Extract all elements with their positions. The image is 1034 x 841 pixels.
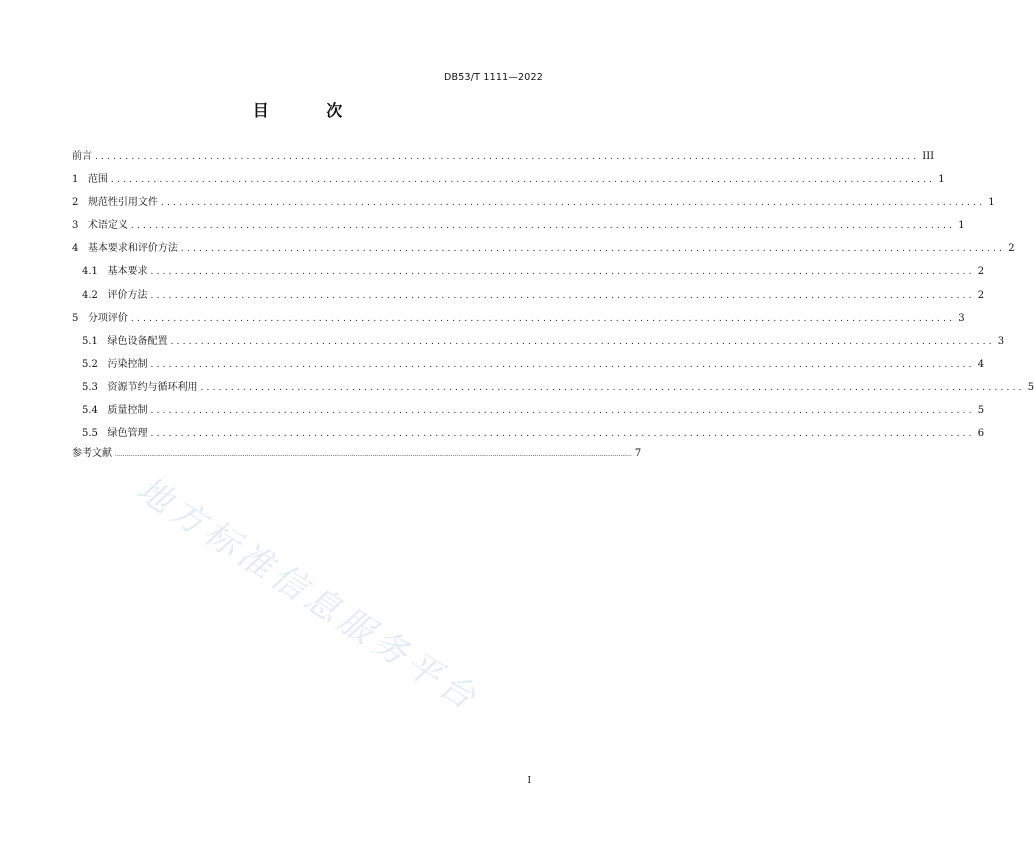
toc-page-number: 7 xyxy=(634,448,642,460)
toc-leader: ............................................................................................................................................................................................................................................................................... xyxy=(115,451,632,459)
toc-entry-basic-requirements[interactable] xyxy=(72,265,985,288)
toc-leader: ........................................................................................................................................ xyxy=(130,221,956,232)
toc-entry-basic-requirements-methods[interactable] xyxy=(72,242,1015,265)
toc-leader: ........................................................................................................................................ xyxy=(170,336,995,347)
toc-entry-terms[interactable] xyxy=(72,219,965,242)
toc-entry-evaluation-methods[interactable] xyxy=(72,289,985,312)
toc-leader: ........................................................................................................................................ xyxy=(180,244,1006,255)
toc-page-number: 2 xyxy=(977,289,985,301)
toc-label: 质量控制 xyxy=(107,405,148,417)
toc-leader: ........................................................................................................................................ xyxy=(200,382,1025,393)
toc-label: 基本要求 xyxy=(107,266,148,278)
toc-section-number: 4.2 xyxy=(82,289,98,301)
toc-leader: ........................................................................................................................................ xyxy=(110,175,936,186)
toc-entry-bibliography[interactable] xyxy=(72,447,642,470)
toc-entry-resource-saving[interactable] xyxy=(72,381,1034,404)
toc-section-number: 5.1 xyxy=(82,335,98,347)
page-number: I xyxy=(527,776,531,786)
toc-entry-green-management[interactable] xyxy=(72,427,985,447)
toc-page-number: 1 xyxy=(988,197,995,209)
document-number: DB53/T 1111—2022 xyxy=(444,72,543,83)
toc-section-number: 1 xyxy=(72,174,79,186)
toc-entry-scope[interactable] xyxy=(72,173,945,196)
toc-leader: ........................................................................................................................................ xyxy=(150,359,975,370)
toc-leader: ........................................................................................................................................ xyxy=(150,429,975,440)
toc-page-number: 3 xyxy=(958,312,965,324)
toc-page-number: 6 xyxy=(977,428,985,440)
watermark: 地方标准信息服务平台 xyxy=(129,469,487,721)
toc-entry-itemized-evaluation[interactable] xyxy=(72,312,965,335)
toc-leader: ........................................................................................................................................ xyxy=(160,198,986,209)
toc-section-number: 5.2 xyxy=(82,358,98,370)
toc-entry-pollution-control[interactable] xyxy=(72,358,985,381)
toc-label: 参考文献 xyxy=(72,448,112,460)
toc-label: 范围 xyxy=(87,174,108,186)
table-of-contents xyxy=(72,150,1034,470)
toc-page-number: 4 xyxy=(977,358,985,370)
toc-page-number: 3 xyxy=(997,335,1005,347)
toc-label: 分项评价 xyxy=(87,312,128,324)
toc-leader: ........................................................................................................................................ xyxy=(130,313,956,324)
toc-page-number: III xyxy=(922,151,935,162)
toc-section-number: 2 xyxy=(72,197,79,209)
toc-leader: ........................................................................................................................................ xyxy=(150,406,975,417)
toc-leader: ........................................................................................................................................ xyxy=(95,152,920,162)
toc-section-number: 5.4 xyxy=(82,405,98,417)
page-title: 目 次 xyxy=(252,101,369,120)
toc-entry-green-equipment[interactable] xyxy=(72,335,1005,358)
toc-section-number: 4 xyxy=(72,243,79,255)
toc-leader: ........................................................................................................................................ xyxy=(150,290,975,301)
toc-label: 基本要求和评价方法 xyxy=(87,243,178,255)
toc-section-number: 5.3 xyxy=(82,381,98,393)
toc-entry-foreword[interactable] xyxy=(72,150,935,173)
toc-page-number: 1 xyxy=(958,220,965,232)
toc-label: 评价方法 xyxy=(107,289,148,301)
toc-section-number: 4.1 xyxy=(82,266,98,278)
toc-label: 规范性引用文件 xyxy=(87,197,158,209)
toc-page-number: 5 xyxy=(1027,381,1034,393)
toc-section-number: 5.5 xyxy=(82,428,98,440)
toc-page-number: 2 xyxy=(977,266,985,278)
toc-entry-quality-control[interactable] xyxy=(72,404,985,427)
toc-label: 前言 xyxy=(72,151,92,162)
toc-section-number: 5 xyxy=(72,312,79,324)
toc-section-number: 3 xyxy=(72,220,79,232)
toc-entry-normative-references[interactable] xyxy=(72,196,995,219)
toc-label: 污染控制 xyxy=(107,358,148,370)
toc-label: 资源节约与循环利用 xyxy=(107,381,198,393)
toc-page-number: 1 xyxy=(938,174,945,186)
toc-label: 术语定义 xyxy=(87,220,128,232)
toc-label: 绿色设备配置 xyxy=(107,335,168,347)
toc-page-number: 2 xyxy=(1008,243,1015,255)
toc-leader: ........................................................................................................................................ xyxy=(150,267,975,278)
toc-label: 绿色管理 xyxy=(107,428,148,440)
toc-page-number: 5 xyxy=(977,405,985,417)
